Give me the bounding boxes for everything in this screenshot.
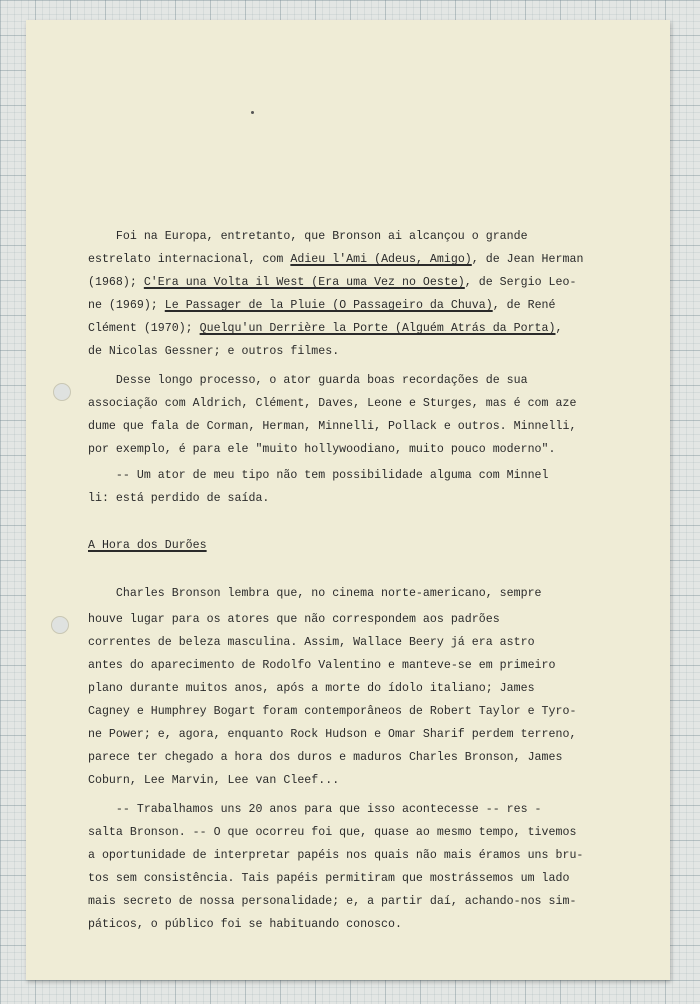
text-line: parece ter chegado a hora dos duros e maduros Charles Bronson, James xyxy=(88,751,563,764)
text-line: associação com Aldrich, Clément, Daves, Leone e Sturges, mas é com aze xyxy=(88,397,577,410)
text-line: Clément (1970); Quelqu'un Derrière la Porte (Alguém Atrás da Porta), xyxy=(88,322,563,335)
text-line: -- Trabalhamos uns 20 anos para que isso acontecesse -- res - xyxy=(88,803,542,816)
text-line: dume que fala de Corman, Herman, Minnelli, Pollack e outros. Minnelli, xyxy=(88,420,577,433)
text-line: Desse longo processo, o ator guarda boas recordações de sua xyxy=(88,374,528,387)
text-line: -- Um ator de meu tipo não tem possibilidade alguma com Minnel xyxy=(88,469,549,482)
punch-hole-bottom xyxy=(51,616,69,634)
text-line: Cagney e Humphrey Bogart foram contemporâneos de Robert Taylor e Tyro- xyxy=(88,705,577,718)
film-title: Le Passager de la Pluie (O Passageiro da Chuva) xyxy=(164,299,493,312)
ink-dot xyxy=(251,111,254,114)
text-line: de Nicolas Gessner; e outros filmes. xyxy=(88,345,340,358)
text-line: ne (1969); Le Passager de la Pluie (O Passageiro da Chuva), de René xyxy=(88,299,556,312)
text-line: ne Power; e, agora, enquanto Rock Hudson e Omar Sharif perdem terreno, xyxy=(88,728,577,741)
film-title: C'Era una Volta il West (Era uma Vez no Oeste) xyxy=(143,276,465,289)
text-line: antes do aparecimento de Rodolfo Valentino e manteve-se em primeiro xyxy=(88,659,556,672)
typewritten-page xyxy=(26,20,670,980)
text-line: plano durante muitos anos, após a morte do ídolo italiano; James xyxy=(88,682,535,695)
text-line: (1968); C'Era una Volta il West (Era uma Vez no Oeste), de Sergio Leo- xyxy=(88,276,577,289)
section-heading: A Hora dos Durões xyxy=(88,539,207,552)
text-line: li: está perdido de saída. xyxy=(88,492,270,505)
punch-hole-top xyxy=(53,383,71,401)
text-line: Coburn, Lee Marvin, Lee van Cleef... xyxy=(88,774,340,787)
text-line: mais secreto de nossa personalidade; e, a partir daí, achando-nos sim- xyxy=(88,895,577,908)
text-line: estrelato internacional, com Adieu l'Ami (Adeus, Amigo), de Jean Herman xyxy=(88,253,584,266)
text-line: tos sem consistência. Tais papéis permitiram que mostrássemos um lado xyxy=(88,872,570,885)
text-line: páticos, o público foi se habituando conosco. xyxy=(88,918,402,931)
text-line: salta Bronson. -- O que ocorreu foi que, quase ao mesmo tempo, tivemos xyxy=(88,826,577,839)
text-line: Charles Bronson lembra que, no cinema norte-americano, sempre xyxy=(88,587,542,600)
text-line: houve lugar para os atores que não correspondem aos padrões xyxy=(88,613,500,626)
text-line: correntes de beleza masculina. Assim, Wallace Beery já era astro xyxy=(88,636,535,649)
text-line: por exemplo, é para ele "muito hollywoodiano, muito pouco moderno". xyxy=(88,443,556,456)
film-title: Quelqu'un Derrière la Porte (Alguém Atrás da Porta) xyxy=(199,322,556,335)
text-line: a oportunidade de interpretar papéis nos quais não mais éramos uns bru- xyxy=(88,849,584,862)
film-title: Adieu l'Ami (Adeus, Amigo) xyxy=(290,253,472,266)
text-line: Foi na Europa, entretanto, que Bronson ai alcançou o grande xyxy=(88,230,528,243)
